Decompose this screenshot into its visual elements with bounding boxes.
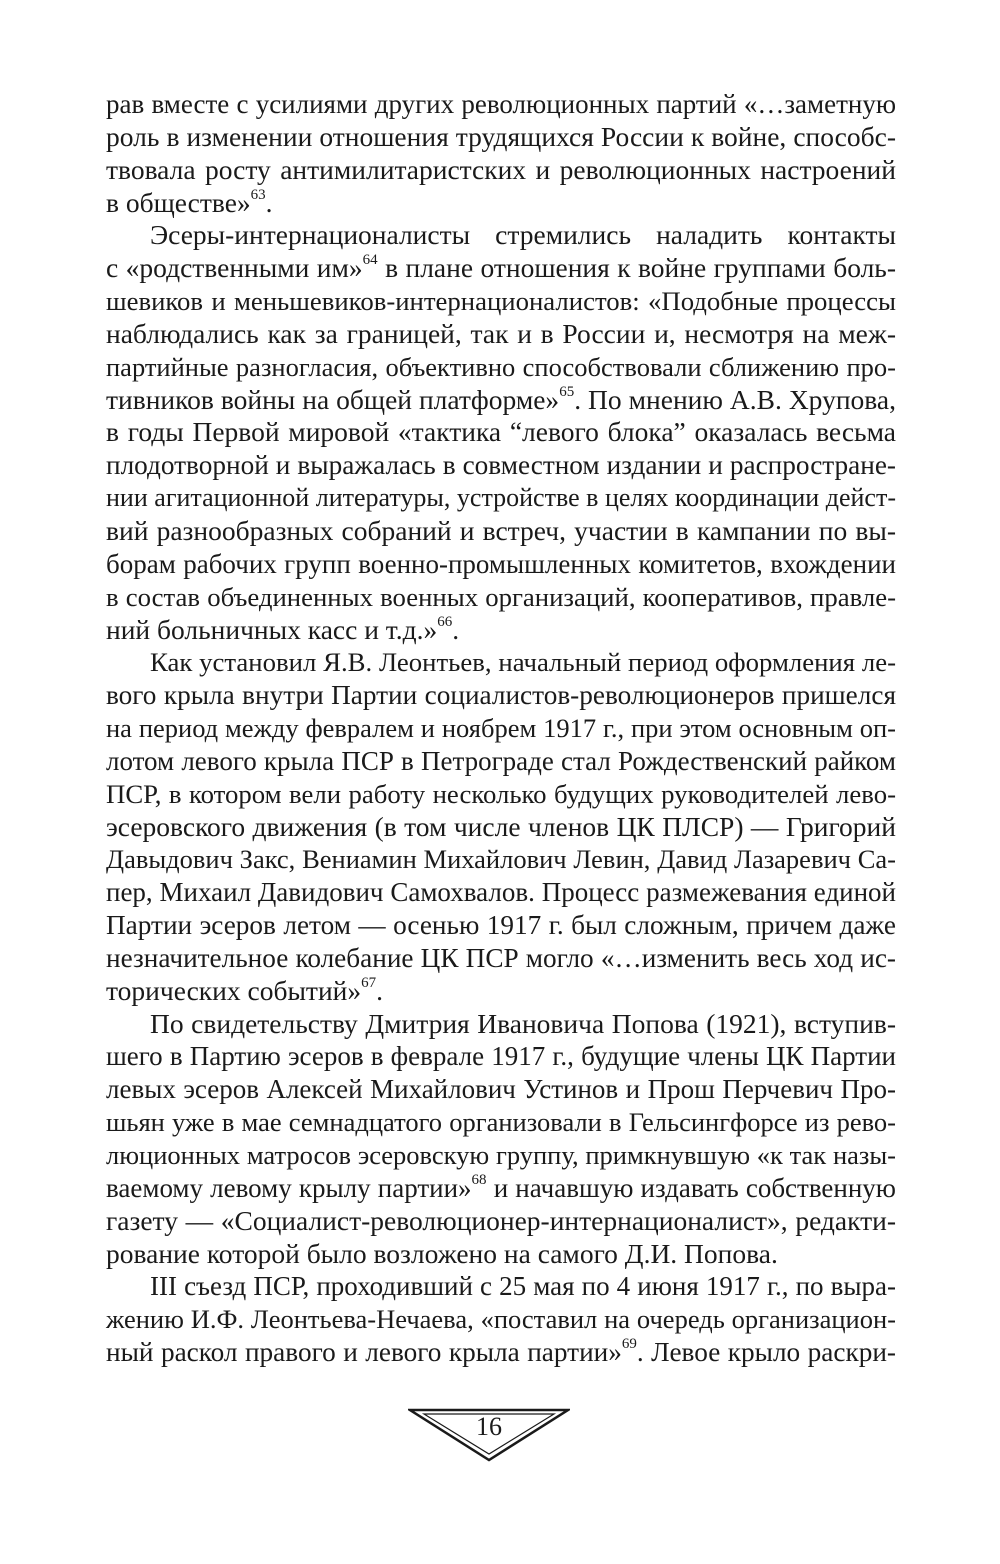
text-line: По свидетельству Дмитрия Ивановича Попова (1921), вступив- [150,1007,896,1039]
text-line: незначительное колебание ЦК ПСР могло «…изменить весь ход ис- [106,942,896,973]
page-number: 16 [476,1412,502,1441]
footnote-ref-66: 66 [437,613,453,630]
text-line: вий разнообразных собраний и встреч, участии в кампании по вы- [106,514,896,546]
paragraph-5 [106,1270,896,1369]
footnote-ref-69: 69 [621,1336,637,1353]
text-line: эсеровского движения (в том числе членов ЦК ПЛСР) — Григорий [106,810,896,842]
text-line: Давыдович Закс, Вениамин Михайлович Левин, Давид Лазаревич Са- [106,844,896,875]
text-line: жению И.Ф. Леонтьева-Нечаева, «поставил на очередь организацион- [106,1304,896,1335]
text-line: на период между февралем и ноябрем 1917 г., при этом основным оп- [106,713,896,744]
text-line: ваемому левому крылу партии»$^{68}$ и начавшую издавать собственную [106,1171,896,1203]
text-line: тивников войны на общей платформе»$^{65}$. По мнению А.В. Хрупова, [106,383,896,415]
text-line: торических событий»$^{67}$. [106,974,384,1006]
paragraph-3 [106,646,896,1007]
text-line: плодотворной и выражалась в совместном издании и распростране- [106,450,896,481]
text-line: пер, Михаил Давидович Самохвалов. Процесс размежевания единой [106,877,896,908]
text-line: в годы Первой мировой «тактика “левого блока” оказалась весьма [106,416,896,448]
text-line: лотом левого крыла ПСР в Петрограде стал Рождественский райком [106,745,896,776]
text-line: Как установил Я.В. Леонтьев, начальный период оформления ле- [150,647,896,678]
text-line: III съезд ПСР, проходивший с 25 мая по 4 июня 1917 г., по выра- [150,1271,896,1302]
text-line: ний больничных касс и т.д.»$^{66}$. [106,613,460,645]
text-line: твовала росту антимилитаристских и революционных настроений [106,153,896,185]
footnote-ref-68: 68 [471,1171,487,1188]
paragraph-2 [106,219,896,646]
text-line: наблюдались как за границей, так и в России и, несмотря на меж- [106,317,896,349]
text-line: рование которой было возложено на самого Д.И. Попова. [106,1237,778,1269]
page-number-ornament [408,1402,570,1464]
text-line: шего в Партию эсеров в феврале 1917 г., будущие члены ЦК Партии [106,1041,896,1072]
text-line: борам рабочих групп военно-промышленных комитетов, вхождении [106,548,896,579]
text-line: роль в изменении отношения трудящихся России к войне, способс- [106,120,896,152]
footnote-ref-67: 67 [361,974,377,991]
text-line: шевиков и меньшевиков-интернационалистов: «Подобные процессы [106,286,896,317]
text-line: газету — «Социалист-революционер-интернационалист», редакти- [106,1204,896,1236]
text-line: левых эсеров Алексей Михайлович Устинов и Прош Перчевич Про- [106,1074,896,1105]
text-line: нии агитационной литературы, устройстве в целях координации дейст- [106,483,896,513]
paragraph-4 [106,1008,896,1271]
text-line: Эсеры-интернационалисты стремились наладить контакты [150,219,896,251]
text-line: люционных матросов эсеровскую группу, примкнувшую «к так назы- [106,1140,896,1170]
text-line: в обществе»$^{63}$. [106,186,273,218]
text-line: ный раскол правого и левого крыла партии»$^{69}$. Левое крыло раскри- [106,1336,896,1368]
text-line: шьян уже в мае семнадцатого организовали в Гельсингфорсе из рево- [106,1107,896,1138]
text-line: ПСР, в котором вели работу несколько будущих руководителей лево- [106,778,896,809]
text-line: вого крыла внутри Партии социалистов-революционеров пришелся [106,680,896,711]
text-line: партийные разногласия, объективно способствовали сближению про- [106,351,896,382]
text-line: рав вместе с усилиями других революционных партий «…заметную [106,89,896,119]
text-line: Партии эсеров летом — осенью 1917 г. был сложным, причем даже [106,910,896,941]
footnote-ref-64: 64 [362,252,378,269]
footnote-ref-65: 65 [559,383,575,400]
paragraph-1 [106,88,896,219]
text-line: с «родственными им»$^{64}$ в плане отношения к войне группами боль- [106,252,896,284]
text-line: в состав объединенных военных организаций, кооперативов, правле- [106,581,896,612]
page-body [106,88,896,1369]
footnote-ref-63: 63 [250,186,266,203]
